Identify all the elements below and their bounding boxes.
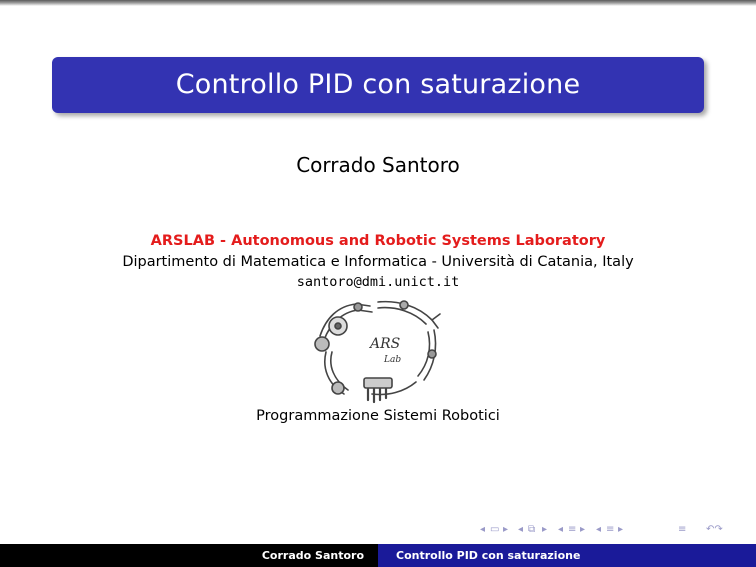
prev-appendix-icon[interactable]: ◂ [596,524,602,535]
toc-icon[interactable]: ≡ [678,524,687,535]
frame-icon[interactable]: ▭ [490,524,500,535]
author-name: Corrado Santoro [296,153,460,177]
institute-name: ARSLAB - Autonomous and Robotic Systems Laboratory [150,233,606,249]
slide-title: Controllo PID con saturazione [52,57,704,113]
top-shadow-bar [0,0,756,6]
email-address: santoro@dmi.unict.it [296,274,460,290]
next-appendix-icon[interactable]: ▸ [618,524,624,535]
department: Dipartimento di Matematica e Informatica - Università di Catania, Italy [122,254,634,270]
footer-author: Corrado Santoro [0,544,378,567]
next-frame-icon[interactable]: ▸ [503,524,509,535]
subsection-icon[interactable]: ⧉ [528,524,536,535]
course-name: Programmazione Sistemi Robotici [256,408,500,424]
prev-frame-icon[interactable]: ◂ [480,524,486,535]
search-icon[interactable]: ↶↷ [706,524,723,535]
appendix-icon[interactable]: ≡ [606,524,615,535]
footer-bar [0,544,756,567]
section-icon[interactable]: ≡ [568,524,577,535]
next-section-icon[interactable]: ▸ [580,524,586,535]
navigation-controls [480,524,750,538]
logo-text-ars: ARS [370,336,401,352]
prev-section-icon[interactable]: ◂ [558,524,564,535]
arslab-logo [308,296,448,406]
footer-title: Controllo PID con saturazione [378,544,756,567]
logo-text-lab: Lab [384,355,402,365]
prev-subsection-icon[interactable]: ◂ [518,524,524,535]
next-subsection-icon[interactable]: ▸ [542,524,548,535]
